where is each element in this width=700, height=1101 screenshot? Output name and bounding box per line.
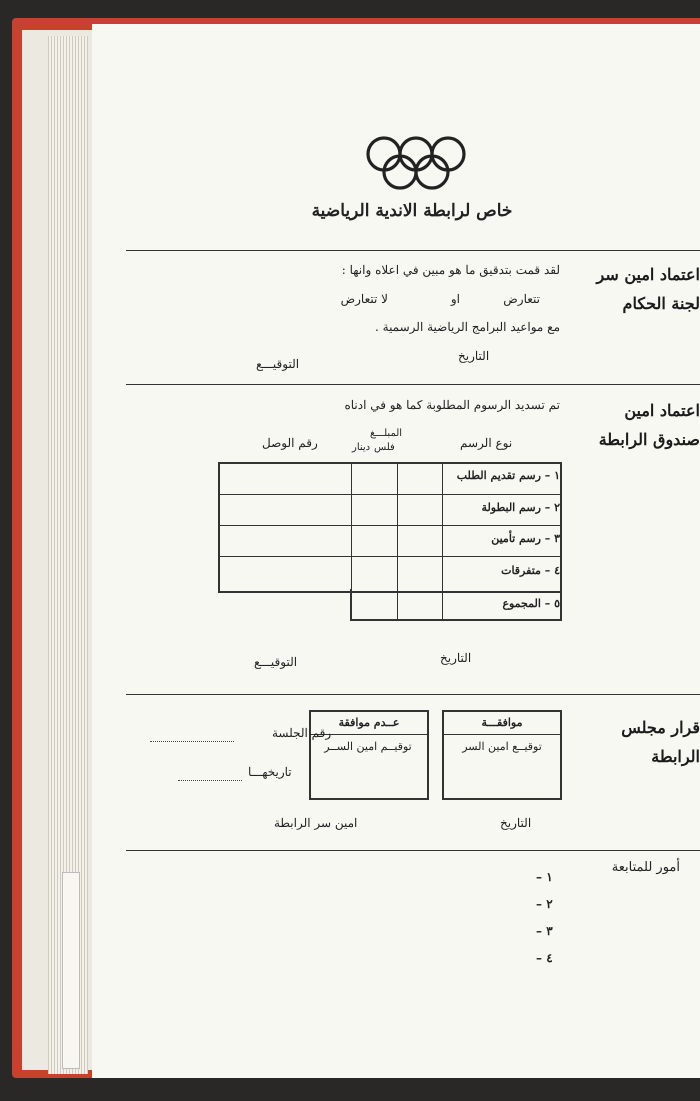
session-date-line xyxy=(178,780,242,781)
page-tab xyxy=(62,872,80,1069)
session-number-line xyxy=(150,741,234,742)
rejection-title: عــدم موافقة xyxy=(338,716,400,729)
fee-row-4: ٤ – متفرقات xyxy=(501,564,560,577)
followup-item-2: ٢ – xyxy=(536,897,553,911)
section2-label xyxy=(590,396,700,454)
col-fils: فلس xyxy=(374,442,395,453)
col-receipt: رقم الوصل xyxy=(262,436,318,450)
fees-hline-3 xyxy=(220,556,560,557)
section1-statement: لقد قمت بتدقيق ما هو مبين في اعلاه وانها : xyxy=(341,263,560,277)
followup-label: أمور للمتابعة xyxy=(611,860,680,875)
section3-label xyxy=(600,713,700,771)
session-number-label: رقم الجلسة xyxy=(272,726,332,740)
fee-row-2: ٢ – رسم البطولة xyxy=(481,501,560,514)
followup-item-4: ٤ – xyxy=(536,951,553,965)
fee-row-total: ٥ – المجموع xyxy=(502,597,560,610)
option-no-conflict: لا تتعارض xyxy=(340,292,388,306)
section2-date-label: التاريخ xyxy=(440,651,472,665)
col-amount: المبلـــغ xyxy=(370,428,403,439)
followup-item-1: ١ – xyxy=(536,870,553,884)
section2-label-line1: اعتماد امين xyxy=(624,401,700,420)
col-dinar: دينار xyxy=(352,442,371,453)
section1-date-label: التاريخ xyxy=(458,349,490,363)
section1-label-line1: اعتماد امين سر xyxy=(596,265,700,284)
section1-signature-label: التوقيـــع xyxy=(256,357,300,371)
section3-label-line1: قرار مجلس xyxy=(621,718,700,737)
fees-hline-1 xyxy=(220,494,560,495)
section3-label-line2: الرابطة xyxy=(651,747,700,766)
divider-3 xyxy=(126,694,700,695)
secretary-label: امين سر الرابطة xyxy=(274,816,358,830)
approval-box-divider xyxy=(444,734,560,735)
divider-4 xyxy=(126,850,700,851)
followup-item-3: ٣ – xyxy=(536,924,553,938)
option-conflict: تتعارض xyxy=(503,292,540,306)
approval-title: موافقـــة xyxy=(481,716,523,729)
option-or: او xyxy=(450,292,460,306)
section2-label-line2: صندوق الرابطة xyxy=(598,430,700,449)
fee-row-3: ٣ – رسم تأمين xyxy=(491,532,560,545)
section2-statement: تم تسديد الرسوم المطلوبة كما هو في ادناه xyxy=(344,398,560,412)
section1-schedule-text: مع مواعيد البرامج الرياضية الرسمية . xyxy=(375,320,560,334)
rejection-signature: توقيــم امين الســر xyxy=(324,740,412,753)
section3-date-label: التاريخ xyxy=(500,816,532,830)
approval-signature: توقيــع امين السر xyxy=(462,740,542,753)
divider-2 xyxy=(126,384,700,385)
divider-1 xyxy=(126,250,700,251)
fee-row-1: ١ – رسم تقديم الطلب xyxy=(456,469,560,482)
fees-hline-2 xyxy=(220,525,560,526)
form-page xyxy=(92,24,700,1078)
section1-label-line2: لجنة الحكام xyxy=(622,294,700,313)
section2-signature-label: التوقيـــع xyxy=(254,655,298,669)
olympic-rings-icon xyxy=(364,134,468,196)
form-title: خاص لرابطة الاندية الرياضية xyxy=(311,201,513,221)
col-fee-type: نوع الرسم xyxy=(460,436,513,450)
session-date-label: تاريخهـــا xyxy=(248,765,292,779)
section1-label xyxy=(596,260,700,318)
